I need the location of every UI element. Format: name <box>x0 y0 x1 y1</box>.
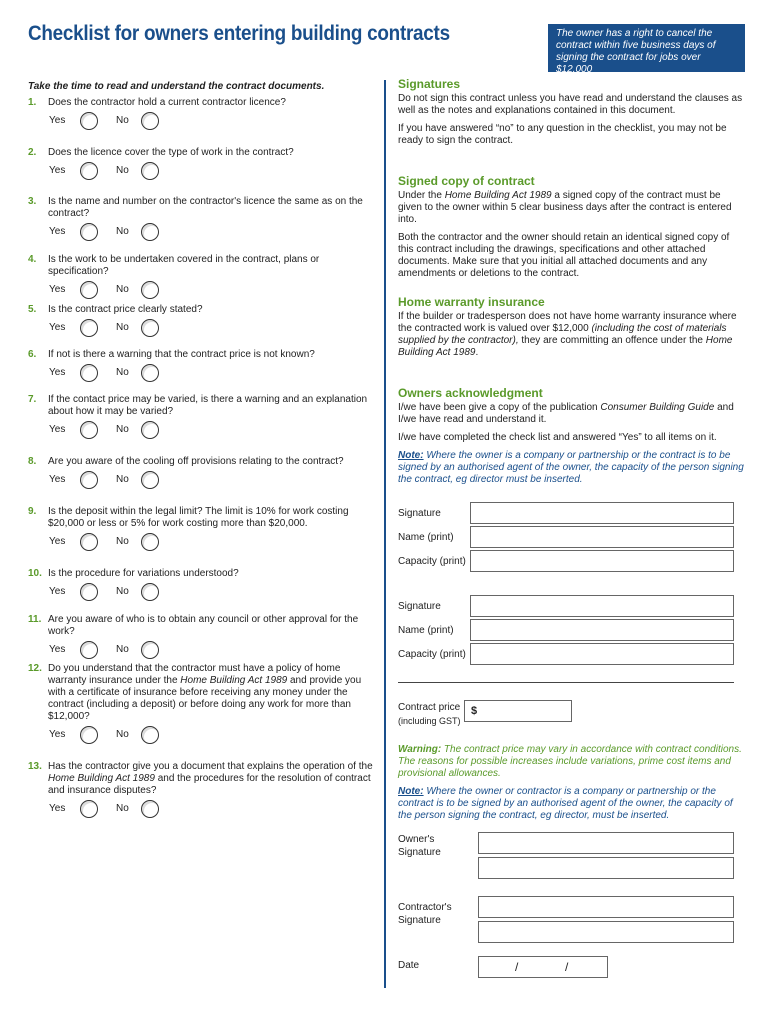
question-number: 10. <box>28 568 42 579</box>
no-checkbox[interactable] <box>141 421 159 439</box>
text-italic: (including the cost of materials supplied by the contractor), <box>398 323 727 346</box>
owner-contractor-note <box>398 786 746 822</box>
yes-checkbox[interactable] <box>80 533 98 551</box>
yes-label: Yes <box>49 367 66 378</box>
signed-copy-para-1 <box>398 190 746 226</box>
date-label: Date <box>398 960 420 971</box>
yes-label: Yes <box>49 474 66 485</box>
signatures-para-2: If you have answered “no” to any question in the checklist, you may not be ready to sign the contract. <box>398 123 727 146</box>
signatures-heading: Signatures <box>398 77 461 91</box>
question-number: 11. <box>28 614 42 625</box>
yes-label: Yes <box>49 424 66 435</box>
yes-label: Yes <box>49 536 66 547</box>
capacity-label: Capacity (print) <box>398 649 466 660</box>
warranty-section <box>398 296 746 365</box>
text: I/we have been give a copy of the publication <box>398 402 601 413</box>
question-13 <box>28 761 373 822</box>
yes-checkbox[interactable] <box>80 319 98 337</box>
no-checkbox[interactable] <box>141 162 159 180</box>
capacity-field[interactable] <box>470 550 734 572</box>
contractors-label: Contractor's <box>398 902 452 913</box>
question-text: Does the contractor hold a current contractor licence? <box>48 97 286 108</box>
no-label: No <box>116 424 129 435</box>
including-gst-label: (including GST) <box>398 716 461 726</box>
text: If the builder or tradesperson does not have home warranty insurance where the contracted work is valued over $12,000 <box>398 311 737 334</box>
no-label: No <box>116 536 129 547</box>
question-number: 4. <box>28 254 37 265</box>
no-label: No <box>116 586 129 597</box>
text: . <box>475 347 479 358</box>
owners-label: Owner's <box>398 834 435 845</box>
name-field[interactable] <box>470 619 734 641</box>
question-text: Does the licence cover the type of work in the contract? <box>48 147 294 158</box>
question-text-cont: and the procedures for the resolution of contract and insurance disputes? <box>48 773 371 796</box>
yes-checkbox[interactable] <box>80 281 98 299</box>
signed-copy-section <box>398 175 746 286</box>
name-field[interactable] <box>470 526 734 548</box>
no-checkbox[interactable] <box>141 800 159 818</box>
text: and I/we have read and understand it. <box>398 402 734 425</box>
question-number: 5. <box>28 304 37 315</box>
text: Under the <box>398 190 445 201</box>
note-label: Note: <box>398 450 424 461</box>
question-2 <box>28 147 373 184</box>
signatures-section <box>398 78 746 153</box>
acknowledgment-para-2: I/we have completed the check list and answered “Yes” to all items on it. <box>398 432 717 443</box>
yes-label: Yes <box>49 226 66 237</box>
no-checkbox[interactable] <box>141 112 159 130</box>
acknowledgment-para-1 <box>398 402 746 426</box>
name-label: Name (print) <box>398 625 454 636</box>
dollar-sign: $ <box>471 705 478 717</box>
yes-label: Yes <box>49 586 66 597</box>
acknowledgment-note <box>398 450 746 486</box>
no-checkbox[interactable] <box>141 223 159 241</box>
no-label: No <box>116 729 129 740</box>
page-title: Checklist for owners entering building contracts <box>28 22 450 45</box>
question-number: 3. <box>28 196 37 207</box>
yes-checkbox[interactable] <box>80 641 98 659</box>
question-number: 1. <box>28 97 37 108</box>
signed-copy-heading: Signed copy of contract <box>398 174 535 188</box>
checklist <box>28 80 373 814</box>
yes-checkbox[interactable] <box>80 112 98 130</box>
contract-price-field[interactable] <box>464 700 572 722</box>
capacity-field[interactable] <box>470 643 734 665</box>
question-text: Is the name and number on the contractor's licence the same as on the contract? <box>48 196 363 219</box>
yes-checkbox[interactable] <box>80 223 98 241</box>
no-checkbox[interactable] <box>141 726 159 744</box>
no-label: No <box>116 803 129 814</box>
yes-label: Yes <box>49 115 66 126</box>
signature-label: Signature <box>398 508 441 519</box>
act-name: Home Building Act 1989 <box>444 190 552 201</box>
note-text: Where the owner or contractor is a company or partnership or the contract is to be signed by an authorised agent of the owner, the capacity of the person signing the contract, eg director, must be inserted. <box>398 786 733 821</box>
question-number: 7. <box>28 394 37 405</box>
question-number: 8. <box>28 456 37 467</box>
question-text: If the contact price may be varied, is there a warning and an explanation about how it may be varied? <box>48 394 368 417</box>
question-10 <box>28 568 373 605</box>
contract-price-label: Contract price <box>398 702 461 713</box>
warning-section <box>398 744 746 828</box>
no-label: No <box>116 367 129 378</box>
question-number: 13. <box>28 761 42 772</box>
yes-checkbox[interactable] <box>80 471 98 489</box>
question-number: 2. <box>28 147 37 158</box>
no-label: No <box>116 284 129 295</box>
question-number: 9. <box>28 506 37 517</box>
question-number: 12. <box>28 663 42 674</box>
no-checkbox[interactable] <box>141 319 159 337</box>
price-warning <box>398 744 746 780</box>
yes-label: Yes <box>49 729 66 740</box>
no-label: No <box>116 322 129 333</box>
no-label: No <box>116 165 129 176</box>
question-text: Do you understand that the contractor must have a policy of home warranty insurance under the <box>48 663 341 686</box>
question-1 <box>28 97 373 134</box>
question-text: If not is there a warning that the contract price is not known? <box>48 349 315 360</box>
question-3 <box>28 196 373 245</box>
no-checkbox[interactable] <box>141 583 159 601</box>
question-4 <box>28 254 373 303</box>
warning-text: The contract price may vary in accordance with contract conditions. The reasons for possible increases include variations, prime cost items and provisional allowances. <box>398 744 742 779</box>
no-checkbox[interactable] <box>141 364 159 382</box>
checklist-intro: Take the time to read and understand the contract documents. <box>28 81 325 92</box>
contractors-signature-field[interactable] <box>478 896 734 918</box>
date-separator: / <box>515 960 519 974</box>
question-text: Are you aware of the cooling off provisions relating to the contract? <box>48 456 344 467</box>
yes-label: Yes <box>49 644 66 655</box>
signatures-para-1: Do not sign this contract unless you have read and understand the clauses as well as the notes and explanations contained in this document. <box>398 93 743 116</box>
no-label: No <box>116 226 129 237</box>
no-checkbox[interactable] <box>141 641 159 659</box>
no-checkbox[interactable] <box>141 471 159 489</box>
question-8 <box>28 456 373 493</box>
signed-copy-para-2: Both the contractor and the owner should retain an identical signed copy of this contract including the drawings, specifications and other attached documents. Make sure that you initial all attached documents and any amendments or deletions to the contract. <box>398 232 730 279</box>
question-text: Is the work to be undertaken covered in the contract, plans or specification? <box>48 254 320 277</box>
warning-label: Warning: <box>398 744 442 755</box>
date-separator: / <box>565 960 569 974</box>
divider <box>398 682 734 683</box>
yes-checkbox[interactable] <box>80 421 98 439</box>
question-text: Is the procedure for variations understood? <box>48 568 239 579</box>
owners-signature-field-2[interactable] <box>478 857 734 879</box>
date-field[interactable] <box>478 956 608 978</box>
question-text: Is the contract price clearly stated? <box>48 304 203 315</box>
note-text: Where the owner is a company or partnership or the contract is to be signed by an authorised agent of the owner, the capacity of the person signing the contract, eg director must be inserted. <box>398 450 744 485</box>
yes-checkbox[interactable] <box>80 364 98 382</box>
warranty-para <box>398 311 746 359</box>
signature-field[interactable] <box>470 502 734 524</box>
yes-checkbox[interactable] <box>80 726 98 744</box>
note-label: Note: <box>398 786 424 797</box>
contractors-signature-label: Signature <box>398 915 441 926</box>
contractors-signature-field-2[interactable] <box>478 921 734 943</box>
yes-label: Yes <box>49 322 66 333</box>
signature-field[interactable] <box>470 595 734 617</box>
question-12 <box>28 663 373 748</box>
question-6 <box>28 349 373 386</box>
no-label: No <box>116 474 129 485</box>
yes-checkbox[interactable] <box>80 800 98 818</box>
act-name: Home Building Act 1989 <box>398 335 733 358</box>
yes-label: Yes <box>49 803 66 814</box>
no-label: No <box>116 115 129 126</box>
yes-checkbox[interactable] <box>80 162 98 180</box>
warranty-heading: Home warranty insurance <box>398 295 545 309</box>
question-11 <box>28 614 373 663</box>
name-label: Name (print) <box>398 532 454 543</box>
question-7 <box>28 394 373 443</box>
column-divider <box>384 80 386 988</box>
question-5 <box>28 304 373 341</box>
acknowledgment-section <box>398 387 746 492</box>
text: they are committing an offence under the <box>518 335 706 346</box>
act-name: Home Building Act 1989 <box>48 773 155 784</box>
no-checkbox[interactable] <box>141 533 159 551</box>
owners-signature-field[interactable] <box>478 832 734 854</box>
yes-label: Yes <box>49 284 66 295</box>
acknowledgment-heading: Owners acknowledgment <box>398 386 543 400</box>
no-label: No <box>116 644 129 655</box>
question-text: Are you aware of who is to obtain any council or other approval for the work? <box>48 614 359 637</box>
publication-name: Consumer Building Guide <box>600 402 715 413</box>
text: a signed copy of the contract must be given to the owner within 5 clear business days after the contract is entered into. <box>398 190 732 225</box>
question-text-cont: and provide you with a certificate of insurance before receiving any money under the contract (including a deposit) or before doing any work for more than $12,000? <box>48 675 362 722</box>
signature-label: Signature <box>398 601 441 612</box>
no-checkbox[interactable] <box>141 281 159 299</box>
yes-checkbox[interactable] <box>80 583 98 601</box>
act-name: Home Building Act 1989 <box>180 675 288 686</box>
cooling-off-notice: The owner has a right to cancel the contract within five business days of signing the contract for jobs over $12,000 <box>548 24 745 72</box>
question-text: Is the deposit within the legal limit? The limit is 10% for work costing $20,000 or less or 5% for work costing more than $20,000. <box>48 506 349 529</box>
question-text: Has the contractor give you a document that explains the operation of the <box>48 761 373 772</box>
question-9 <box>28 506 373 555</box>
question-number: 6. <box>28 349 37 360</box>
capacity-label: Capacity (print) <box>398 556 466 567</box>
owners-signature-label: Signature <box>398 847 441 858</box>
yes-label: Yes <box>49 165 66 176</box>
